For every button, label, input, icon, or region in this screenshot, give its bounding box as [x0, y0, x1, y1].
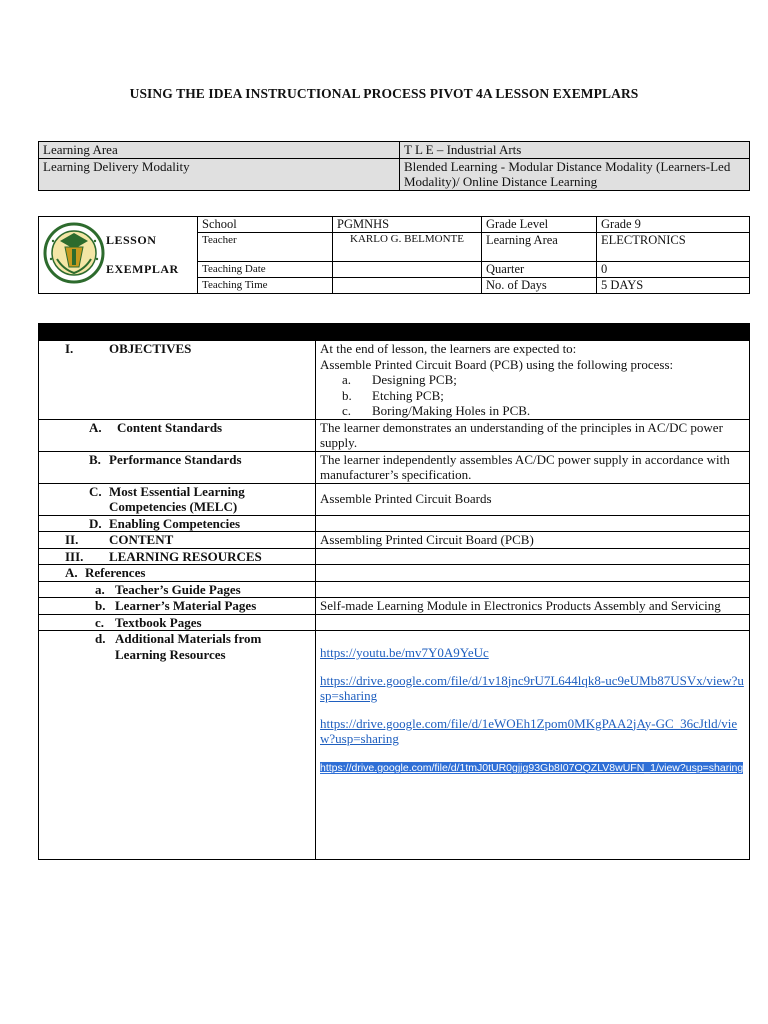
content-standards-value: The learner demonstrates an understanding of the principles in AC/DC power supply. — [316, 419, 750, 451]
school-seal-icon — [43, 219, 105, 287]
modality-label: Learning Delivery Modality — [39, 158, 400, 190]
content-label-cell: II. CONTENT — [39, 532, 316, 549]
content-standards-label-cell: A. Content Standards — [39, 419, 316, 451]
school-row — [39, 217, 750, 233]
teachers-guide-row — [39, 581, 750, 598]
drive-link-1[interactable]: https://drive.google.com/file/d/1v18jnc9rU7L644lqk8-uc9eUMb87USVx/view?usp=sharing — [320, 672, 744, 703]
grade-level-value: Grade 9 — [597, 217, 750, 233]
references-label-cell: A. References — [39, 565, 316, 582]
melc-value: Assemble Printed Circuit Boards — [316, 483, 750, 515]
enabling-competencies-label-cell: D. Enabling Competencies — [39, 515, 316, 532]
textbook-pages-label-cell: c. Textbook Pages — [39, 614, 316, 631]
no-of-days-value: 5 DAYS — [597, 278, 750, 294]
teaching-time-value — [333, 278, 482, 294]
objectives-content — [316, 341, 750, 420]
performance-standards-row — [39, 451, 750, 483]
modality-row — [39, 158, 750, 190]
teachers-guide-value — [316, 581, 750, 598]
objectives-row — [39, 341, 750, 420]
learning-area-label: Learning Area — [39, 142, 400, 159]
textbook-pages-label: Textbook Pages — [115, 614, 202, 630]
teaching-date-value — [333, 262, 482, 278]
learners-material-label: Learner’s Material Pages — [115, 598, 257, 613]
learning-area-row — [39, 142, 750, 159]
school-value: PGMNHS — [333, 217, 482, 233]
learning-area-header-value: ELECTRONICS — [597, 233, 750, 262]
list-item: a. Designing PCB; — [342, 372, 457, 387]
teachers-guide-label: Teacher’s Guide Pages — [115, 581, 241, 597]
content-value: Assembling Printed Circuit Board (PCB) — [316, 532, 750, 549]
teachers-guide-label-cell: a. Teacher’s Guide Pages — [39, 581, 316, 598]
teacher-value: KARLO G. BELMONTE — [333, 233, 482, 262]
textbook-pages-value — [316, 614, 750, 631]
learners-material-row — [39, 598, 750, 615]
additional-materials-label: Additional Materials from Learning Resources — [115, 631, 262, 662]
header-bar — [39, 324, 750, 341]
enabling-competencies-row — [39, 515, 750, 532]
melc-label-cell: C. Most Essential Learning Competencies (MELC) — [39, 483, 316, 515]
modality-value: Blended Learning - Modular Distance Modality (Learners-Led Modality)/ Online Distance Learning — [400, 158, 750, 190]
references-label: References — [85, 565, 146, 580]
exemplar-word: EXEMPLAR — [106, 262, 179, 276]
enabling-competencies-value — [316, 515, 750, 532]
content-label: CONTENT — [109, 532, 174, 547]
learning-resources-label-cell: III. LEARNING RESOURCES — [39, 548, 316, 565]
list-item: c. Boring/Making Holes in PCB. — [342, 403, 531, 418]
learning-resources-label: LEARNING RESOURCES — [109, 548, 262, 564]
learning-resources-value — [316, 548, 750, 565]
drive-link-2[interactable]: https://drive.google.com/file/d/1eWOEh1Zpom0MKgPAA2jAy-GC_36cJtld/view?usp=sharing — [320, 715, 738, 746]
melc-label: Most Essential Learning Competencies (MELC) — [109, 483, 245, 514]
textbook-pages-row — [39, 614, 750, 631]
additional-materials-links — [316, 631, 750, 860]
objectives-label: OBJECTIVES — [109, 341, 192, 356]
objectives-line: Assemble Printed Circuit Board (PCB) using the following process: — [320, 356, 674, 372]
quarter-label: Quarter — [482, 262, 597, 278]
objectives-label-cell — [39, 341, 316, 420]
learning-area-header-label: Learning Area — [482, 233, 597, 262]
references-value — [316, 565, 750, 582]
youtube-link[interactable]: https://youtu.be/mv7Y0A9YeUc — [320, 645, 489, 660]
quarter-value: 0 — [597, 262, 750, 278]
additional-materials-label-cell: d. Additional Materials from Learning Resources — [39, 631, 316, 860]
performance-standards-label-cell: B. Performance Standards — [39, 451, 316, 483]
drive-link-3[interactable]: https://drive.google.com/file/d/1tmJ0tUR0gjjg93Gb8I07OQZLV8wUFN_1/view?usp=sharing — [320, 761, 744, 774]
references-row — [39, 565, 750, 582]
teacher-label: Teacher — [198, 233, 333, 262]
no-of-days-label: No. of Days — [482, 278, 597, 294]
learning-resources-row — [39, 548, 750, 565]
teaching-time-label: Teaching Time — [198, 278, 333, 294]
performance-standards-value: The learner independently assembles AC/DC power supply in accordance with manufacturer’s specification. — [316, 451, 750, 483]
document-title: USING THE IDEA INSTRUCTIONAL PROCESS PIVOT 4A LESSON EXEMPLARS — [129, 86, 639, 101]
content-standards-row — [39, 419, 750, 451]
lesson-word: LESSON — [106, 233, 157, 247]
melc-row — [39, 483, 750, 515]
learners-material-value: Self-made Learning Module in Electronics Products Assembly and Servicing — [316, 598, 750, 615]
performance-standards-label: Performance Standards — [109, 451, 242, 467]
learners-material-label-cell: b. Learner’s Material Pages — [39, 598, 316, 615]
list-item: b. Etching PCB; — [342, 387, 444, 403]
objectives-list — [320, 372, 745, 419]
learning-area-value: T L E – Industrial Arts — [400, 142, 750, 159]
teaching-date-label: Teaching Date — [198, 262, 333, 278]
objectives-number: I. — [65, 341, 74, 356]
additional-materials-row — [39, 631, 750, 860]
enabling-competencies-label: Enabling Competencies — [109, 515, 241, 531]
content-row — [39, 532, 750, 549]
content-standards-label: Content Standards — [117, 419, 223, 435]
grade-level-label: Grade Level — [482, 217, 597, 233]
lesson-plan-table — [38, 323, 750, 860]
logo-cell — [39, 217, 198, 294]
learning-info-table — [38, 141, 750, 191]
lesson-header-table — [38, 216, 750, 294]
objectives-intro: At the end of lesson, the learners are expected to: — [320, 341, 577, 356]
school-label: School — [198, 217, 333, 233]
